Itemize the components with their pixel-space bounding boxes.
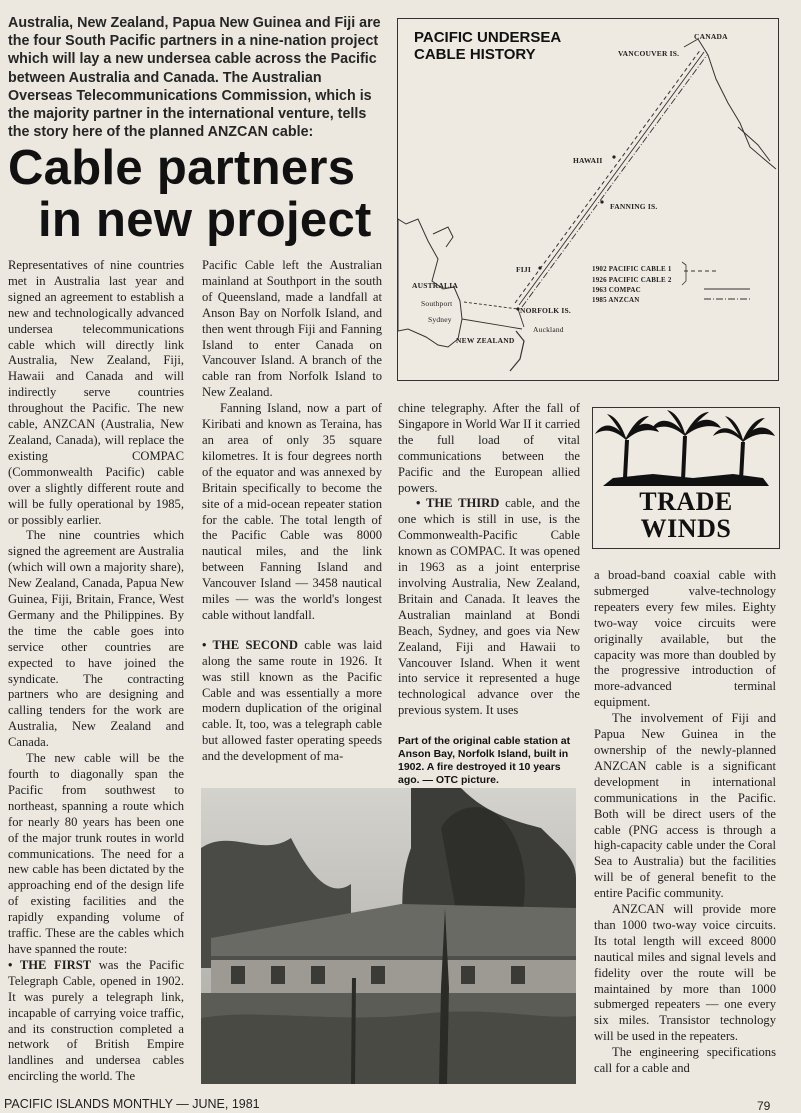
map-label-new-zealand: NEW ZEALAND bbox=[456, 336, 515, 345]
fanning-marker bbox=[600, 200, 603, 203]
paragraph: The engineering specifications call for a cable and bbox=[594, 1045, 776, 1076]
legend-item-1902: 1902 PACIFIC CABLE 1 bbox=[592, 265, 672, 273]
cable-branch-sydney bbox=[462, 319, 522, 329]
photo-caption: Part of the original cable station at Anson Bay, Norfolk Island, built in 1902. A fire destroyed it 10 years ago. — OTC picture. bbox=[398, 735, 571, 786]
cable-branch-southport bbox=[464, 302, 518, 309]
headline-line-2: in new project bbox=[38, 193, 372, 247]
map-title-line-1: PACIFIC UNDERSEA bbox=[414, 29, 562, 46]
paragraph: The involvement of Fiji and Papua New Guinea in the ownership of the newly-planned ANZCAN cable is a significant development in international communications in the Pacific. Both will be direct users of the cable (PNG access is through a high-capacity cable under the Coral Sea to Australia) but the facilities will be of general benefit to the entire Pacific community. bbox=[594, 711, 776, 901]
paragraph bbox=[398, 496, 580, 719]
palm-trees-icon bbox=[593, 408, 779, 488]
headline bbox=[8, 142, 398, 246]
map-label-vancouver: VANCOUVER IS. bbox=[618, 49, 680, 58]
paragraph: chine telegraphy. After the fall of Singapore in World War II it carried the full load of vital communications between the Pacific and the European allied powers. bbox=[398, 401, 580, 495]
paragraph: ANZCAN will provide more than 1000 two-way voice circuits. Its total length will exceed 8000 nautical miles and signal levels and fidelity over the route will be maintained by more than 1000 submerged repeaters — one every six miles. Transistor technology will be used in the repeaters. bbox=[594, 902, 776, 1044]
paragraph: Representatives of nine countries met in Australia last year and signed an agreement to establish a new and technologically advanced undersea telecommunications cable which will directly link Australia, New Zealand, Fiji, Hawaii and Canada and will indirectly serve countries throughout the Pacific. The new cable, ANZCAN (Australia, New Zealand, Canada), will replace the existing COMPAC (Commonwealth Pacific) cable over a slightly different route and will be fully operational by 1985, or possibly earlier. bbox=[8, 258, 184, 527]
png-coastline bbox=[433, 227, 453, 247]
paragraph-text: cable, and the one which is still in use, is the Commonwealth-Pacific Cable known as COMPAC. It was opened in 1963 as a joint enterprise involving Australia, New Zealand, Britain and Canada. It leaves the Australian mainland at Bondi Beach, Sydney, and goes via New Zealand, Fiji and Hawaii to Vancouver Island. When it went into service it represented a huge technological advance over the previous system. It uses bbox=[398, 496, 580, 718]
article-column-1 bbox=[8, 258, 184, 1085]
paragraph: The nine countries which signed the agreement are Australia (which will own a majority share), New Zealand, Canada, Papua New Guinea, Fiji, Britain, France, West Germany and the Philippines. By the time the cable goes into service other countries are expected to have joined the syndicate. The contracting partners who are designing and calling tenders for the work are Australia, New Zealand and Canada. bbox=[8, 528, 184, 750]
map-label-auckland: Auckland bbox=[533, 325, 564, 334]
cable-station-photo bbox=[201, 788, 576, 1084]
cable-history-map bbox=[397, 18, 779, 381]
paragraph: Fanning Island, now a part of Kiribati and known as Teraina, has an area of only 35 square kilometres. It is four degrees north of the equator and was annexed by Britain specifically to become the site of a mid-ocean repeater station for the cable. The total length of the Pacific Cable was 8000 nautical miles, and the link between Fanning Island and Vancouver Island — 3458 nautical miles — was the world's longest cable without landfall. bbox=[202, 401, 382, 622]
trade-winds-title bbox=[593, 488, 779, 542]
hawaii-marker bbox=[612, 155, 615, 158]
map-title-line-2: CABLE HISTORY bbox=[414, 46, 536, 63]
map-label-canada: CANADA bbox=[694, 32, 728, 41]
paragraph-text: was the Pacific Telegraph Cable, opened in 1902. It was purely a telegraph link, incapable of carrying voice traffic, and its construction completed a network of British Empire landlines and undersea cables encircling the world. The bbox=[8, 957, 184, 1084]
map-label-norfolk: NORFOLK IS. bbox=[520, 306, 571, 315]
paragraph: Pacific Cable left the Australian mainland at Southport in the south of Queensland, made a landfall at Anson Bay on Norfolk Island, and then went through Fiji and Fanning Island to enter Canada on Vancouver Island. A branch of the cable ran from Norfolk Island to New Zealand. bbox=[202, 258, 382, 400]
footer-page-number: 79 bbox=[757, 1099, 771, 1113]
paragraph bbox=[8, 958, 184, 1085]
paragraph: The new cable will be the fourth to diagonally span the Pacific from southwest to northeast, spanning a route which for nearly 80 years has been one of the major trunk routes in world communications. The need for a new cable has been dictated by the approaching end of the design life of existing facilities and the rapidly expanding volume of traffic. These are the cables which have spanned the route: bbox=[8, 751, 184, 956]
intro-standfirst: Australia, New Zealand, Papua New Guinea and Fiji are the four South Pacific partners in a nine-nation project which will lay a new undersea cable across the Pacific between Australia and Canada. The Australian Overseas Telecommunications Commission, which is the majority partner in the international venture, tells the story here of the planned ANZCAN cable: bbox=[8, 15, 381, 141]
section-lead: • THE THIRD bbox=[416, 496, 500, 511]
trade-winds-line-1: TRADE bbox=[639, 487, 733, 516]
trade-winds-logo bbox=[592, 407, 780, 549]
article-column-2 bbox=[202, 258, 382, 765]
map-label-fanning: FANNING IS. bbox=[610, 202, 658, 211]
paragraph bbox=[202, 638, 382, 765]
trade-winds-line-2: WINDS bbox=[640, 514, 732, 543]
map-label-australia: AUSTRALIA bbox=[412, 281, 458, 290]
map-label-sydney: Sydney bbox=[428, 315, 452, 324]
baja-coastline bbox=[738, 127, 770, 161]
photo-image bbox=[201, 788, 576, 1084]
section-lead: • THE FIRST bbox=[8, 957, 92, 972]
map-label-fiji: FIJI bbox=[516, 265, 531, 274]
fiji-marker bbox=[538, 266, 541, 269]
paragraph-text: cable was laid along the same route in 1926. It was still known as the Pacific Cable and was essentially a more modern duplication of the original cable. It, too, was a telegraph cable but allowed faster operating speeds and the development of ma- bbox=[202, 637, 383, 764]
legend-bracket bbox=[682, 262, 686, 285]
map-title bbox=[414, 29, 614, 63]
map-drawing bbox=[398, 19, 778, 380]
north-america-coastline bbox=[684, 39, 776, 169]
map-label-southport: Southport bbox=[421, 299, 453, 308]
footer-publication: PACIFIC ISLANDS MONTHLY — JUNE, 1981 bbox=[4, 1097, 260, 1111]
article-column-3 bbox=[398, 401, 580, 719]
legend-item-1926: 1926 PACIFIC CABLE 2 bbox=[592, 276, 672, 284]
paragraph: a broad-band coaxial cable with submerged valve-technology repeaters every few miles. Eighty two-way voice circuits were originally available, but the capacity was more than doubled by the progressive introduction of more-advanced terminal equipment. bbox=[594, 568, 776, 710]
legend-item-1985: 1985 ANZCAN bbox=[592, 296, 640, 304]
map-label-hawaii: HAWAII bbox=[573, 156, 603, 165]
headline-line-1: Cable partners bbox=[8, 141, 356, 195]
article-column-4 bbox=[594, 568, 776, 1077]
section-lead: • THE SECOND bbox=[202, 637, 298, 652]
legend-item-1963: 1963 COMPAC bbox=[592, 286, 641, 294]
